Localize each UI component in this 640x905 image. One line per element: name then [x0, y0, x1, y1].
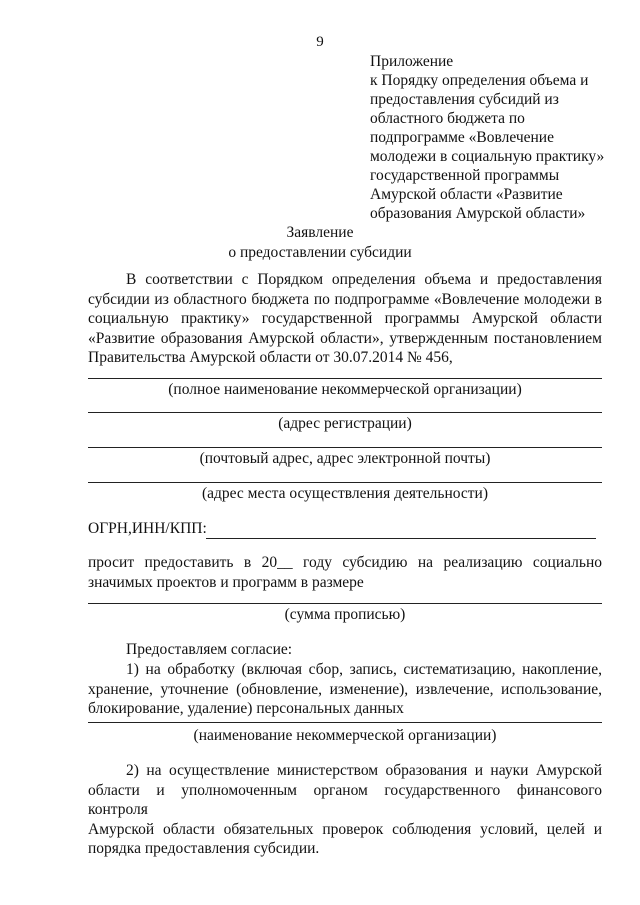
- consent-line: хранение, уточнение (обновление, изменение), извлечение, использование,: [88, 680, 602, 698]
- org-name-caption: (полное наименование некоммерческой организации): [168, 381, 522, 398]
- request-line: просит предоставить в 20__ году субсидию на реализацию социально: [88, 554, 602, 571]
- consent-line: блокирование, удаление) персональных данных: [88, 700, 404, 717]
- org-name-line: [88, 378, 602, 379]
- appendix-line: предоставления субсидий из: [370, 91, 559, 108]
- org-short-caption: (наименование некоммерческой организации): [193, 727, 497, 744]
- consent-line: 2) на осуществление министерством образования и науки Амурской: [126, 762, 602, 779]
- appendix-line: Амурской области «Развитие: [370, 186, 563, 203]
- page-number: 9: [316, 34, 324, 50]
- request-line: значимых проектов и программ в размере: [88, 573, 364, 591]
- ogrn-line: [206, 538, 596, 539]
- document-title: Заявление: [286, 224, 354, 241]
- postal-caption: (почтовый адрес, адрес электронной почты): [199, 450, 491, 467]
- ogrn-label: ОГРН,ИНН/КПП:: [88, 520, 207, 537]
- consent-line: области и уполномоченным органом государственного финансового контроля: [88, 781, 602, 818]
- consent-heading: Предоставляем согласие:: [126, 641, 293, 658]
- sum-line: [88, 603, 602, 604]
- org-short-line: [88, 722, 602, 723]
- reg-address-caption: (адрес регистрации): [278, 415, 412, 432]
- reg-address-line: [88, 412, 602, 413]
- appendix-line: Приложение: [370, 53, 454, 70]
- intro-line: социальную практику» государственной программы Амурской области: [88, 310, 602, 327]
- sum-caption: (сумма прописью): [284, 606, 406, 623]
- consent-line: 1) на обработку (включая сбор, запись, систематизацию, накопление,: [126, 661, 602, 678]
- appendix-line: образования Амурской области»: [370, 205, 586, 222]
- intro-line: «Развитие образования Амурской области», утвержденным постановлением: [88, 329, 602, 347]
- appendix-line: государственной программы: [370, 167, 560, 184]
- appendix-line: областного бюджета по: [370, 110, 525, 127]
- postal-line: [88, 447, 602, 448]
- consent-item-1: [88, 660, 602, 719]
- appendix-line: подпрограмме «Вовлечение: [370, 129, 554, 146]
- intro-line: субсидии из областного бюджета по подпрограмме «Вовлечение молодежи в: [88, 290, 602, 308]
- document-subtitle: о предоставлении субсидии: [228, 244, 412, 261]
- activity-address-caption: (адрес места осуществления деятельности): [201, 485, 488, 502]
- intro-line: Правительства Амурской области от 30.07.2014 № 456,: [88, 349, 453, 366]
- appendix-line: к Порядку определения объема и: [370, 72, 589, 89]
- appendix-header: [370, 52, 620, 223]
- consent-line: Амурской области обязательных проверок соблюдения условий, целей и: [88, 820, 602, 838]
- request-paragraph: [88, 553, 602, 592]
- intro-paragraph: [88, 270, 602, 368]
- consent-line: порядка предоставления субсидии.: [88, 840, 320, 857]
- consent-item-2: [88, 761, 602, 859]
- activity-address-line: [88, 482, 602, 483]
- intro-line: В соответствии с Порядком определения объема и предоставления: [126, 271, 602, 288]
- appendix-line: молодежи в социальную практику»: [370, 148, 605, 165]
